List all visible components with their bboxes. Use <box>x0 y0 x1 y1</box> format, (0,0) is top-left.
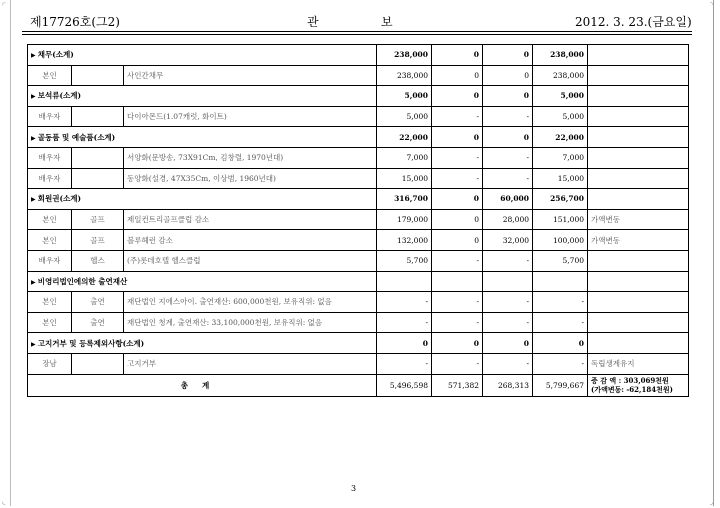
asset-row <box>28 65 689 86</box>
kind-cell: 헬스 <box>72 250 124 271</box>
previous-value-cell: 5,000 <box>377 106 432 127</box>
current-value-cell: 0 <box>533 333 588 354</box>
subtotal-row <box>28 45 689 66</box>
current-value-cell: 7,000 <box>533 147 588 168</box>
category-name: 비영리법인에의한 출연재산 <box>37 276 128 286</box>
page-number: 3 <box>351 484 357 493</box>
kind-cell <box>72 147 124 168</box>
kind-cell <box>72 168 124 189</box>
current-value-cell: 5,000 <box>533 86 588 107</box>
category-label <box>28 45 377 66</box>
total-current: 5,799,667 <box>533 374 588 396</box>
increase-cell: - <box>432 106 483 127</box>
decrease-cell: 0 <box>483 127 533 148</box>
change-reason-cell <box>588 333 689 354</box>
decrease-cell: - <box>483 106 533 127</box>
category-name: 회원권(소계) <box>37 194 82 204</box>
increase-cell: - <box>432 168 483 189</box>
asset-row <box>28 353 689 374</box>
change-reason-cell <box>588 106 689 127</box>
asset-row <box>28 147 689 168</box>
change-reason-cell <box>588 65 689 86</box>
previous-value-cell: - <box>377 312 432 333</box>
current-value-cell: 151,000 <box>533 209 588 230</box>
previous-value-cell: - <box>377 292 432 313</box>
issue-number: 제17726호(그2) <box>30 15 120 29</box>
increase-cell: 0 <box>432 45 483 66</box>
increase-cell <box>432 271 483 292</box>
previous-value-cell: 22,000 <box>377 127 432 148</box>
current-value-cell: 15,000 <box>533 168 588 189</box>
current-value-cell: 100,000 <box>533 230 588 251</box>
asset-row <box>28 312 689 333</box>
triangle-right-icon: ▶ <box>31 196 38 204</box>
category-name: 채무(소계) <box>37 50 74 60</box>
increase-cell: - <box>432 292 483 313</box>
change-reason-cell <box>588 271 689 292</box>
description-cell: 사인간채무 <box>124 65 377 86</box>
asset-row <box>28 292 689 313</box>
kind-cell <box>72 65 124 86</box>
change-reason-cell <box>588 292 689 313</box>
category-name: 고지거부 및 등록제외사항(소계) <box>37 338 145 348</box>
relation-cell: 본인 <box>28 65 72 86</box>
previous-value-cell: 238,000 <box>377 45 432 66</box>
increase-cell: - <box>432 312 483 333</box>
category-label <box>28 127 377 148</box>
increase-cell: 0 <box>432 65 483 86</box>
decrease-cell: 60,000 <box>483 189 533 210</box>
decrease-cell: 0 <box>483 333 533 354</box>
previous-value-cell: 15,000 <box>377 168 432 189</box>
relation-cell: 본인 <box>28 230 72 251</box>
description-cell: 재단법인 지에스아이. 출연재산: 600,000천원, 보유직위: 없음 <box>124 292 377 313</box>
decrease-cell: - <box>483 292 533 313</box>
description-cell: 블루헤런 감소 <box>124 230 377 251</box>
increase-cell: 0 <box>432 209 483 230</box>
category-name: 보석류(소계) <box>37 91 82 101</box>
description-cell: 서양화(문방송, 73X91Cm, 김창렬, 1970년대) <box>124 147 377 168</box>
change-reason-cell <box>588 86 689 107</box>
change-reason-cell: 독립생계유지 <box>588 353 689 374</box>
change-reason-cell: 가액변동 <box>588 230 689 251</box>
triangle-right-icon: ▶ <box>31 278 38 286</box>
change-reason-cell <box>588 312 689 333</box>
previous-value-cell <box>377 271 432 292</box>
decrease-cell: - <box>483 312 533 333</box>
relation-cell: 본인 <box>28 209 72 230</box>
asset-row <box>28 168 689 189</box>
category-label <box>28 271 377 292</box>
current-value-cell: 22,000 <box>533 127 588 148</box>
decrease-cell: - <box>483 250 533 271</box>
relation-cell: 배우자 <box>28 168 72 189</box>
previous-value-cell: 132,000 <box>377 230 432 251</box>
subtotal-row <box>28 189 689 210</box>
change-reason-cell <box>588 250 689 271</box>
asset-row <box>28 209 689 230</box>
total-previous: 5,496,598 <box>377 374 432 396</box>
category-label <box>28 86 377 107</box>
kind-cell <box>72 106 124 127</box>
page-curl-icon: ◜ <box>2 1 6 11</box>
total-change-note <box>588 374 689 396</box>
gazette-title-part2: 보 <box>381 15 393 29</box>
current-value-cell: 238,000 <box>533 65 588 86</box>
increase-cell: 0 <box>432 189 483 210</box>
subtotal-row <box>28 271 689 292</box>
description-cell: 다이아몬드(1.07캐럿, 화이트) <box>124 106 377 127</box>
previous-value-cell: - <box>377 353 432 374</box>
kind-cell: 골프 <box>72 209 124 230</box>
decrease-cell <box>483 271 533 292</box>
relation-cell: 장남 <box>28 353 72 374</box>
triangle-right-icon: ▶ <box>31 340 38 348</box>
page-curl-icon: ◝ <box>710 1 714 11</box>
increase-cell: - <box>432 147 483 168</box>
asset-table <box>27 44 689 397</box>
increase-cell: 0 <box>432 333 483 354</box>
kind-cell: 골프 <box>72 230 124 251</box>
subtotal-row <box>28 127 689 148</box>
previous-value-cell: 238,000 <box>377 65 432 86</box>
description-cell: (주)롯데호텔 헬스클럽 <box>124 250 377 271</box>
current-value-cell: 256,700 <box>533 189 588 210</box>
increase-cell: 0 <box>432 230 483 251</box>
description-cell: 고지거부 <box>124 353 377 374</box>
change-reason-cell <box>588 147 689 168</box>
triangle-right-icon: ▶ <box>31 52 38 60</box>
relation-cell: 본인 <box>28 292 72 313</box>
current-value-cell: 238,000 <box>533 45 588 66</box>
increase-cell: - <box>432 353 483 374</box>
subtotal-row <box>28 333 689 354</box>
kind-cell <box>72 353 124 374</box>
page-curl-icon: ◟ <box>2 497 6 507</box>
decrease-cell: 0 <box>483 45 533 66</box>
gazette-title-part1: 관 <box>307 15 321 29</box>
total-decrease: 268,313 <box>483 374 533 396</box>
subtotal-row <box>28 86 689 107</box>
total-value-change: (가액변동: -62,184천원) <box>591 385 673 394</box>
current-value-cell: - <box>533 292 588 313</box>
change-reason-cell <box>588 168 689 189</box>
increase-cell: - <box>432 250 483 271</box>
triangle-right-icon: ▶ <box>31 134 38 142</box>
previous-value-cell: 316,700 <box>377 189 432 210</box>
change-reason-cell <box>588 189 689 210</box>
previous-value-cell: 5,000 <box>377 86 432 107</box>
decrease-cell: - <box>483 168 533 189</box>
relation-cell: 본인 <box>28 312 72 333</box>
page-curl-icon: ◞ <box>710 497 714 507</box>
total-label: 총계 <box>28 374 377 396</box>
increase-cell: 0 <box>432 86 483 107</box>
current-value-cell <box>533 271 588 292</box>
decrease-cell: - <box>483 147 533 168</box>
previous-value-cell: 7,000 <box>377 147 432 168</box>
relation-cell: 배우자 <box>28 106 72 127</box>
kind-cell: 출연 <box>72 312 124 333</box>
category-label <box>28 189 377 210</box>
description-cell: 제일컨트리골프클럽 감소 <box>124 209 377 230</box>
total-increase: 571,382 <box>432 374 483 396</box>
triangle-right-icon: ▶ <box>31 93 38 101</box>
category-name: 골동품 및 예술품(소계) <box>37 132 116 142</box>
header-rule <box>22 31 692 32</box>
relation-cell: 배우자 <box>28 250 72 271</box>
decrease-cell: 0 <box>483 65 533 86</box>
current-value-cell: - <box>533 353 588 374</box>
issue-date: 2012. 3. 23.(금요일) <box>575 15 692 29</box>
total-change-amount: 증 감 액 : 303,069천원 <box>591 376 669 385</box>
decrease-cell: 28,000 <box>483 209 533 230</box>
change-reason-cell <box>588 127 689 148</box>
current-value-cell: 5,000 <box>533 106 588 127</box>
description-cell: 동양화(설경, 47X35Cm, 이상범, 1960년대) <box>124 168 377 189</box>
previous-value-cell: 0 <box>377 333 432 354</box>
asset-row <box>28 106 689 127</box>
total-row <box>28 374 689 396</box>
kind-cell: 출연 <box>72 292 124 313</box>
description-cell: 재단법인 청계, 출연재산: 33,100,000천원, 보유직위: 없음 <box>124 312 377 333</box>
asset-row <box>28 230 689 251</box>
decrease-cell: 32,000 <box>483 230 533 251</box>
current-value-cell: - <box>533 312 588 333</box>
header-rule <box>22 34 692 35</box>
current-value-cell: 5,700 <box>533 250 588 271</box>
relation-cell: 배우자 <box>28 147 72 168</box>
increase-cell: 0 <box>432 127 483 148</box>
category-label <box>28 333 377 354</box>
previous-value-cell: 5,700 <box>377 250 432 271</box>
decrease-cell: 0 <box>483 86 533 107</box>
change-reason-cell <box>588 45 689 66</box>
asset-row <box>28 250 689 271</box>
decrease-cell: - <box>483 353 533 374</box>
previous-value-cell: 179,000 <box>377 209 432 230</box>
change-reason-cell: 가액변동 <box>588 209 689 230</box>
